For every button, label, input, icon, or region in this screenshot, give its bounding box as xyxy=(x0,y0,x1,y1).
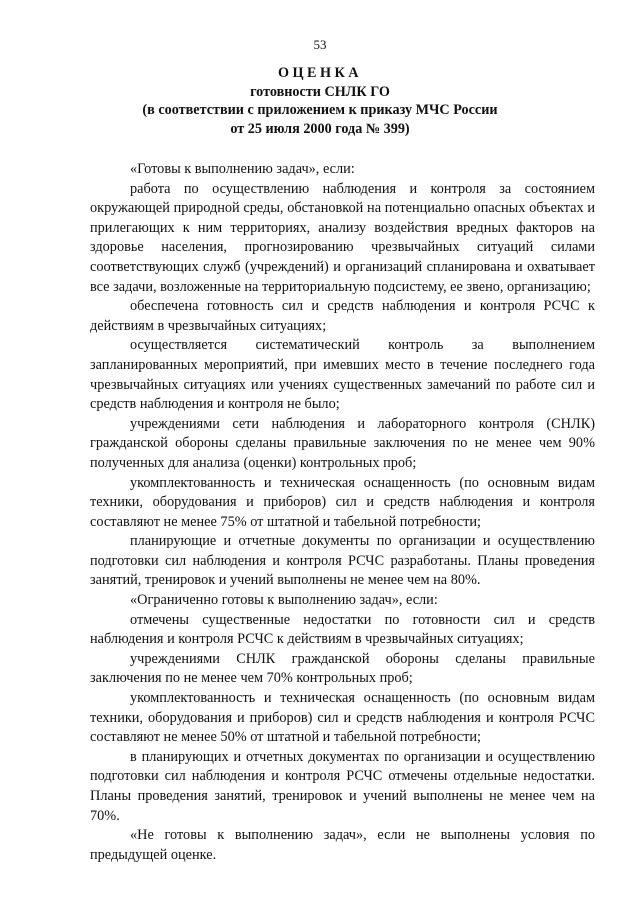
paragraph: обеспечена готовность сил и средств наблюдения и контроля РСЧС к действиям в чрезвычайных ситуациях; xyxy=(90,298,595,334)
paragraph: в планирующих и отчетных документах по организации и осуществлению подготовки сил наблюдения и контроля РСЧС отмечены отдельные недостатки. Планы проведения занятий, тренировок и учений выполнены не менее чем на 70%. xyxy=(90,748,595,824)
paragraph: «Не готовы к выполнению задач», если не выполнены условия по предыдущей оценке. xyxy=(90,827,595,863)
paragraph: укомплектованность и техническая оснащенность (по основным видам техники, оборудования и приборов) сил и средств наблюдения и контроля составляют не менее 75% от штатной и табельной потребности; xyxy=(90,474,595,530)
heading-subject: готовности СНЛК ГО xyxy=(250,83,390,100)
paragraph: учреждениями СНЛК гражданской обороны сделаны правильные заключения по не менее чем 70% контрольных проб; xyxy=(90,650,595,687)
document-body xyxy=(90,160,595,865)
paragraph: учреждениями сети наблюдения и лабораторного контроля (СНЛК) гражданской обороны сделаны правильные заключения по не менее чем 90% полученных для анализа (оценки) контрольных проб; xyxy=(90,415,595,471)
heading-date: от 25 июля 2000 года № 399) xyxy=(230,120,410,137)
heading-title: ОЦЕНКА xyxy=(277,65,363,81)
page-number: 53 xyxy=(313,37,327,52)
paragraph: осуществляется систематический контроль за выполнением запланированных мероприятий, при имевших место в течение последнего года чрезвычайных ситуациях или учениях существенных замечаний по работе сил и средств наблюдения и контроля не было; xyxy=(90,337,595,413)
paragraph: укомплектованность и техническая оснащенность (по основным видам техники, оборудования и приборов) сил и средств наблюдения и контроля РСЧС составляют не менее 50% от штатной и табельной потребности; xyxy=(90,690,595,746)
paragraph: работа по осуществлению наблюдения и контроля за состоянием окружающей природной среды, обстановкой на потенциально опасных объектах и прилегающих к ним территориях, анализу воздействия вредных факторов на здоровье населения, прогнозированию чрезвычайных ситуаций силами соответствующих служб (учреждений) и организаций спланирована и охватывает все задачи, возложенные на территориальную подсистему, ее звено, организацию; xyxy=(90,180,595,295)
paragraph: планирующие и отчетные документы по организации и осуществлению подготовки сил наблюдения и контроля РСЧС разработаны. Планы проведения занятий, тренировок и учений выполнены не менее чем на 80%. xyxy=(90,533,595,589)
heading-reference: (в соответствии с приложением к приказу МЧС России xyxy=(142,102,498,118)
paragraph: «Готовы к выполнению задач», если: xyxy=(130,161,355,177)
document-heading xyxy=(60,64,580,138)
paragraph: «Ограниченно готовы к выполнению задач», если: xyxy=(130,592,438,609)
paragraph: отмечены существенные недостатки по готовности сил и средств наблюдения и контроля РСЧС к действиям в чрезвычайных ситуациях; xyxy=(90,611,595,648)
